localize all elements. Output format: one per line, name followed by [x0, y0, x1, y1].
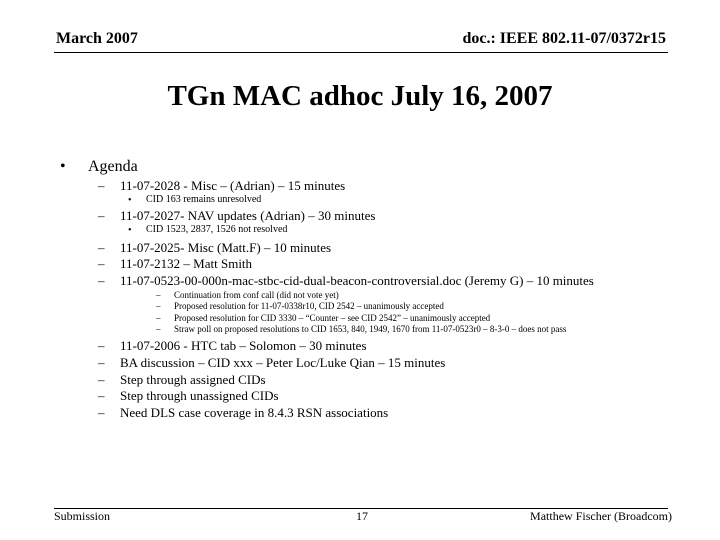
header-doc-id: doc.: IEEE 802.11-07/0372r15 — [462, 30, 666, 47]
footer-page-number: 17 — [356, 509, 368, 523]
bullet-level2: – — [98, 240, 105, 255]
bullet-level2: – — [98, 208, 105, 223]
agenda-heading: Agenda — [88, 158, 138, 175]
agenda-item: Step through assigned CIDs — [120, 372, 266, 387]
agenda-item: Need DLS case coverage in 8.4.3 RSN associations — [120, 405, 389, 420]
footer-submission: Submission — [54, 509, 111, 523]
footer-author: Matthew Fischer (Broadcom) — [530, 509, 672, 523]
agenda-subitem: CID 1523, 2837, 1526 not resolved — [146, 224, 288, 235]
agenda-item: BA discussion – CID xxx – Peter Loc/Luke Qian – 15 minutes — [120, 355, 446, 370]
bullet-level4: – — [156, 301, 161, 311]
slide-title: TGn MAC adhoc July 16, 2007 — [167, 80, 553, 112]
bullet-level2: – — [98, 388, 105, 403]
agenda-item: 11-07-2025- Misc (Matt.F) – 10 minutes — [120, 240, 332, 255]
agenda-detail: Proposed resolution for CID 3330 – “Counter – see CID 2542” – unanimously accepted — [174, 313, 491, 323]
bullet-level2: – — [98, 405, 105, 420]
agenda-subitem: CID 163 remains unresolved — [146, 194, 262, 205]
agenda-item: 11-07-0523-00-000n-mac-stbc-cid-dual-beacon-controversial.doc (Jeremy G) – 10 minutes — [120, 273, 594, 288]
agenda-item: 11-07-2132 – Matt Smith — [120, 256, 253, 271]
bullet-level4: – — [156, 290, 161, 300]
bullet-level2: – — [98, 178, 105, 193]
agenda-detail: Continuation from conf call (did not vote yet) — [174, 290, 339, 300]
bullet-level4: – — [156, 324, 161, 334]
agenda-item: 11-07-2027- NAV updates (Adrian) – 30 minutes — [120, 208, 376, 223]
bullet-level2: – — [98, 273, 105, 288]
bullet-level2: – — [98, 372, 105, 387]
bullet-level3: • — [128, 225, 132, 236]
bullet-level3: • — [128, 195, 132, 206]
bullet-level2: – — [98, 338, 105, 353]
bullet-level4: – — [156, 313, 161, 323]
agenda-item: 11-07-2006 - HTC tab – Solomon – 30 minutes — [120, 338, 367, 353]
agenda-detail: Straw poll on proposed resolutions to CID 1653, 840, 1949, 1670 from 11-07-0523r0 – 8-3-0 – does not pass — [174, 324, 567, 334]
agenda-detail: Proposed resolution for 11-07-0338r10, CID 2542 – unanimously accepted — [174, 301, 444, 311]
bullet-level2: – — [98, 256, 105, 271]
header-date: March 2007 — [56, 30, 138, 47]
agenda-item: Step through unassigned CIDs — [120, 388, 279, 403]
bullet-level2: – — [98, 355, 105, 370]
agenda-item: 11-07-2028 - Misc – (Adrian) – 15 minutes — [120, 178, 346, 193]
bullet-level1: • — [60, 158, 66, 175]
header-rule — [54, 52, 668, 53]
